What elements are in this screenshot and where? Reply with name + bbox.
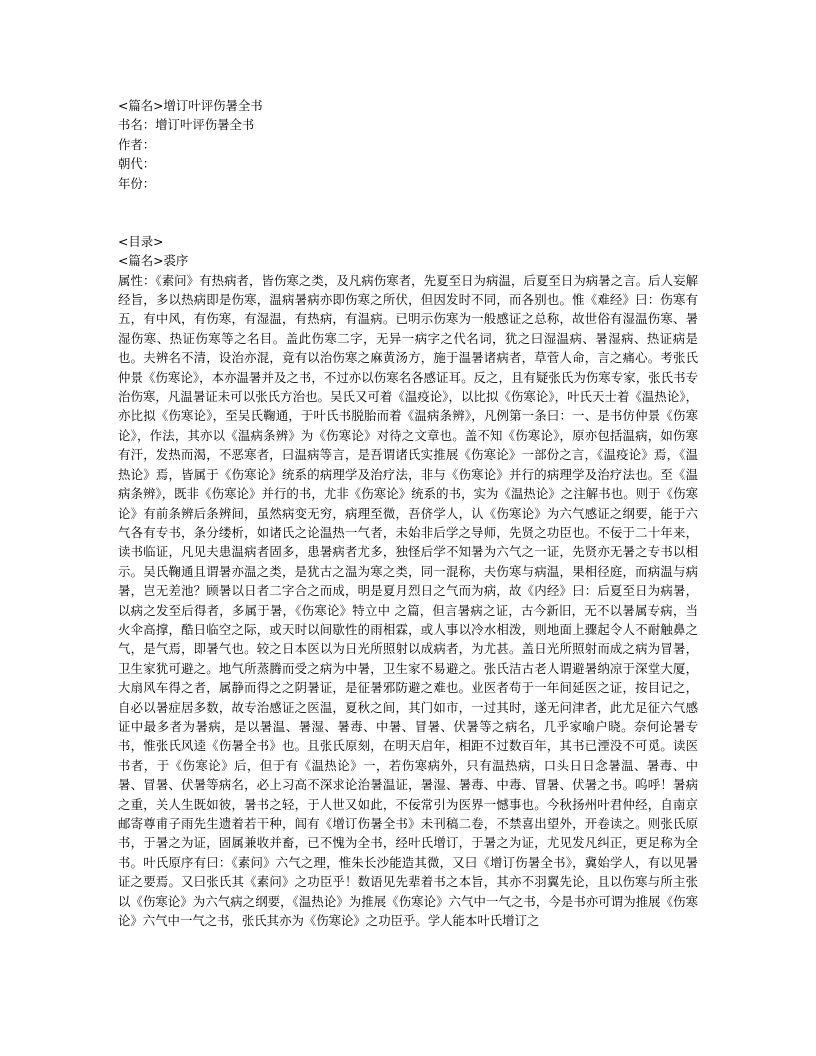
header-line-author: 作者： bbox=[118, 136, 156, 152]
header-line-year: 年份： bbox=[118, 175, 156, 191]
catalog-marker: <目录> bbox=[118, 233, 164, 249]
spacer-before-catalog bbox=[118, 212, 698, 231]
spacer-after-header bbox=[118, 193, 698, 212]
header-line-title-tag: <篇名>增订叶评伤暑全书 bbox=[118, 98, 263, 113]
preface-body-paragraph: 属性：《素问》有热病者，皆伤寒之类，及凡病伤寒者，先夏至日为病温，后夏至日为病暑之言。后人妄解经旨，多以热病即是伤寒，温病暑病亦即伤寒之所伏，但因发时不同，而各别也。惟《难经》曰：伤寒有五，有中风，有伤寒，有湿温，有热病，有温病。已明示伤寒为一般感证之总称，故世俗有湿温伤寒、暑湿伤寒、热证伤寒等之名目。盖此伤寒二字，无异一病字之代名词，犹之曰湿温病、暑湿病、热证病是也。夫辨名不清，设治亦混，竟有以治伤寒之麻黄汤方，施于温暑诸病者，草菅人命，言之痛心。考张氏仲景《伤寒论》，本亦温暑并及之书，不过亦以伤寒名各感证耳。反之，且有疑张氏为伤寒专家，张氏书专治伤寒，凡温暑证未可以张氏方治也。吴氏又可着《温疫论》，以比拟《伤寒论》，叶氏天士着《温热论》，亦比拟《伤寒论》，至吴氏鞠通，于叶氏书脱胎而着《温病条辨》，凡例第一条曰：一、是书仿仲景《伤寒论》，作法，其亦以《温病条辨》为《伤寒论》对待之文章也。盖不知《伤寒论》，原亦包括温病，如伤寒有汗，发热而渴，不恶寒者，曰温病等言，是吾谓诸氏实推展《伤寒论》一部份之言，《温疫论》焉，《温热论》焉，皆属于《伤寒论》统系的病理学及治疗法，非与《伤寒论》并行的病理学及治疗法也。至《温病条辨》，既非《伤寒论》并行的书，尤非《伤寒论》统系的书，实为《温热论》之注解书也。则于《伤寒论》有前条辨后条辨间，虽然病变无穷，病理至微，吾侪学人，认《伤寒论》为六气感证之纲要，能于六气各有专书，条分缕析，如诸氏之论温热一气者，未始非后学之导师，先贤之功臣也。不佞于二十年来，读书临证，凡见夫患温病者固多，患暑病者尤多，独怪后学不知暑为六气之一证，先贤亦无暑之专书以相示。吴氏鞠通且谓暑亦温之类，是犹古之温为寒之类，同一混称，夫伤寒与病温，果相径庭，而病温与病暑，岂无差池？顾暑以日者二字合之而成，明是夏月烈日之气而为病，故《内经》曰：后夏至日为病暑，以病之发至后得者，多属于暑，《伤寒论》特立中 之篇，但言暑病之证，古今新旧，无不以暑属专病，当火伞高撑，酷日临空之际，或天时以间歇性的雨相霖，或人事以冷水相泼，则地面上骤起令人不耐触鼻之气，是气焉，即暑气也。较之日本医以为日光所照射以成病者，为尤甚。盖日光所照射而成之病为冒暑，卫生家犹可避之。地气所蒸腾而受之病为中暑，卫生家不易避之。张氏洁古老人谓避暑纳凉于深堂大厦，大扇风车得之者，属静而得之之阴暑证，是征暑邪防避之难也。业医者苟于一年间延医之证，按目记之，自必以暑症居多数，故专治感证之医温，夏秋之间，其门如市，一过其时，遂无问津者，此尤足征六气感证中最多者为暑病，是以暑温、暑湿、暑毒、中暑、冒暑、伏暑等之病名，几乎家喻户晓。奈何论暑专书，惟张氏风逵《伤暑全书》也。且张氏原刻，在明天启年，相距不过数百年，其书已湮没不可觅。读医书者，于《伤寒论》后，但于有《温热论》一，若伤寒病外，只有温热病，口头日日念暑温、暑毒、中暑、冒暑、伏暑等病名，必上习高不深求论治暑温证，暑湿、暑毒、中毒、冒暑、伏暑之书。呜呼！暑病之重，关人生既如彼，暑书之轻，于人世又如此，不佞常引为医界一憾事也。今秋扬州叶君仲经，自南京邮寄尊甫子雨先生遗着若干种，闾有《增订伤暑全书》未刊稿二卷，不禁喜出望外，开卷读之。则张氏原书，于暑之为证，固属兼收并畜，已不愧为全书，经叶氏增订，于暑之为证，尤见发凡纠正，更足称为全书。叶氏原序有曰：《素问》六气之理，惟朱长沙能造其微，又曰《增订伤暑全书》，冀始学人，有以见暑证之要焉。又曰张氏其《素问》之功臣乎！数语见先辈着书之本旨，其亦不羽翼先论，且以伤寒与所主张以《伤寒论》为六气病之纲要，《温热论》为推展《伤寒论》六气中一气之书，今是书亦可谓为推展《伤寒论》六气中一气之书，张氏其亦为《伤寒论》之功臣乎。学人能本叶氏增订之 bbox=[118, 272, 698, 929]
section-marker-preface: <篇名>裘序 bbox=[118, 253, 189, 269]
header-line-dynasty: 朝代： bbox=[118, 156, 156, 172]
document-body bbox=[118, 96, 698, 930]
header-line-book-name: 书名：增订叶评伤暑全书 bbox=[118, 117, 255, 133]
